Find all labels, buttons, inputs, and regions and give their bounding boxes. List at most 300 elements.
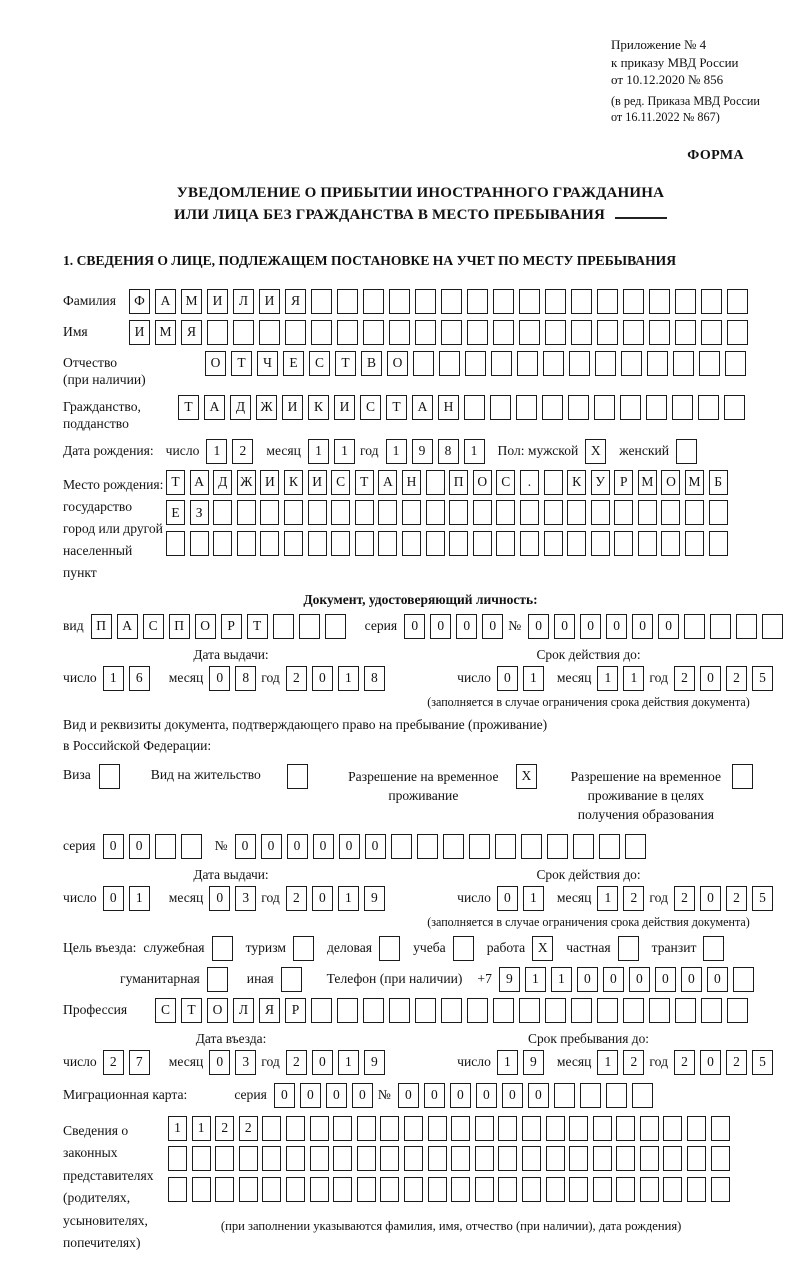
form-cell[interactable] <box>711 1146 730 1171</box>
form-cell[interactable]: 9 <box>364 1050 385 1075</box>
form-cell[interactable]: 0 <box>456 614 477 639</box>
form-cell[interactable]: X <box>585 439 606 464</box>
form-cell[interactable]: П <box>169 614 190 639</box>
form-cell[interactable]: 9 <box>523 1050 544 1075</box>
form-cell[interactable]: 1 <box>386 439 407 464</box>
form-cell[interactable] <box>661 500 680 525</box>
form-cell[interactable] <box>237 500 256 525</box>
form-cell[interactable] <box>259 320 280 345</box>
form-cell[interactable] <box>168 1146 187 1171</box>
form-cell[interactable]: 0 <box>681 967 702 992</box>
form-cell[interactable] <box>709 500 728 525</box>
form-cell[interactable] <box>260 500 279 525</box>
form-cell[interactable]: 2 <box>623 886 644 911</box>
form-cell[interactable]: А <box>190 470 209 495</box>
form-cell[interactable] <box>310 1177 329 1202</box>
form-cell[interactable] <box>404 1146 423 1171</box>
form-cell[interactable] <box>547 834 568 859</box>
form-cell[interactable] <box>727 998 748 1023</box>
form-cell[interactable] <box>640 1146 659 1171</box>
form-cell[interactable]: Ж <box>256 395 277 420</box>
form-cell[interactable] <box>415 998 436 1023</box>
form-cell[interactable] <box>573 834 594 859</box>
form-cell[interactable] <box>331 531 350 556</box>
form-cell[interactable]: 2 <box>215 1116 234 1141</box>
form-cell[interactable] <box>428 1177 447 1202</box>
form-cell[interactable] <box>618 936 639 961</box>
form-cell[interactable]: 2 <box>239 1116 258 1141</box>
form-cell[interactable] <box>207 320 228 345</box>
form-cell[interactable]: Т <box>166 470 185 495</box>
form-cell[interactable] <box>380 1116 399 1141</box>
form-cell[interactable] <box>449 500 468 525</box>
form-cell[interactable] <box>308 531 327 556</box>
form-cell[interactable]: 5 <box>752 886 773 911</box>
form-cell[interactable] <box>569 1146 588 1171</box>
form-cell[interactable]: Е <box>283 351 304 376</box>
form-cell[interactable]: 3 <box>235 886 256 911</box>
form-cell[interactable]: 8 <box>438 439 459 464</box>
form-cell[interactable]: 1 <box>308 439 329 464</box>
form-cell[interactable]: О <box>387 351 408 376</box>
form-cell[interactable]: Ч <box>257 351 278 376</box>
form-cell[interactable]: 2 <box>103 1050 124 1075</box>
form-cell[interactable]: 1 <box>338 666 359 691</box>
form-cell[interactable] <box>473 531 492 556</box>
form-cell[interactable] <box>546 1146 565 1171</box>
form-cell[interactable] <box>441 289 462 314</box>
form-cell[interactable] <box>571 320 592 345</box>
form-cell[interactable]: 0 <box>274 1083 295 1108</box>
form-cell[interactable]: У <box>591 470 610 495</box>
form-cell[interactable]: П <box>449 470 468 495</box>
form-cell[interactable] <box>543 351 564 376</box>
form-cell[interactable]: Т <box>247 614 268 639</box>
form-cell[interactable] <box>676 439 697 464</box>
form-cell[interactable]: 0 <box>312 1050 333 1075</box>
form-cell[interactable] <box>491 351 512 376</box>
form-cell[interactable] <box>391 834 412 859</box>
form-cell[interactable] <box>378 531 397 556</box>
form-cell[interactable] <box>647 351 668 376</box>
form-cell[interactable]: 1 <box>338 886 359 911</box>
form-cell[interactable] <box>428 1146 447 1171</box>
form-cell[interactable]: М <box>638 470 657 495</box>
form-cell[interactable] <box>281 967 302 992</box>
form-cell[interactable]: 0 <box>497 666 518 691</box>
form-cell[interactable] <box>415 289 436 314</box>
form-cell[interactable] <box>638 531 657 556</box>
form-cell[interactable]: 0 <box>577 967 598 992</box>
form-cell[interactable] <box>623 320 644 345</box>
form-cell[interactable] <box>698 395 719 420</box>
form-cell[interactable] <box>649 289 670 314</box>
form-cell[interactable]: 1 <box>334 439 355 464</box>
form-cell[interactable]: 1 <box>523 886 544 911</box>
form-cell[interactable]: 0 <box>235 834 256 859</box>
form-cell[interactable] <box>355 531 374 556</box>
form-cell[interactable]: А <box>204 395 225 420</box>
form-cell[interactable] <box>649 320 670 345</box>
form-cell[interactable] <box>544 531 563 556</box>
form-cell[interactable]: 9 <box>412 439 433 464</box>
form-cell[interactable]: К <box>567 470 586 495</box>
form-cell[interactable] <box>192 1177 211 1202</box>
form-cell[interactable] <box>453 936 474 961</box>
form-cell[interactable]: 1 <box>597 886 618 911</box>
form-cell[interactable] <box>311 320 332 345</box>
form-cell[interactable] <box>687 1116 706 1141</box>
form-cell[interactable]: 0 <box>707 967 728 992</box>
form-cell[interactable] <box>357 1116 376 1141</box>
form-cell[interactable] <box>404 1116 423 1141</box>
form-cell[interactable] <box>286 1116 305 1141</box>
form-cell[interactable]: 9 <box>499 967 520 992</box>
form-cell[interactable] <box>516 395 537 420</box>
form-cell[interactable] <box>519 289 540 314</box>
form-cell[interactable] <box>663 1146 682 1171</box>
form-cell[interactable] <box>519 320 540 345</box>
form-cell[interactable] <box>591 531 610 556</box>
form-cell[interactable]: М <box>685 470 704 495</box>
form-cell[interactable] <box>389 998 410 1023</box>
form-cell[interactable] <box>554 1083 575 1108</box>
form-cell[interactable]: С <box>143 614 164 639</box>
form-cell[interactable] <box>380 1177 399 1202</box>
form-cell[interactable] <box>233 320 254 345</box>
form-cell[interactable] <box>380 1146 399 1171</box>
form-cell[interactable] <box>357 1177 376 1202</box>
form-cell[interactable] <box>237 531 256 556</box>
form-cell[interactable] <box>498 1177 517 1202</box>
form-cell[interactable]: К <box>284 470 303 495</box>
form-cell[interactable] <box>467 289 488 314</box>
form-cell[interactable]: П <box>91 614 112 639</box>
form-cell[interactable]: 2 <box>286 666 307 691</box>
form-cell[interactable]: С <box>360 395 381 420</box>
form-cell[interactable] <box>620 395 641 420</box>
form-cell[interactable]: А <box>155 289 176 314</box>
form-cell[interactable]: 0 <box>300 1083 321 1108</box>
form-cell[interactable] <box>467 320 488 345</box>
form-cell[interactable]: 1 <box>597 1050 618 1075</box>
form-cell[interactable]: О <box>661 470 680 495</box>
form-cell[interactable] <box>593 1116 612 1141</box>
form-cell[interactable] <box>623 289 644 314</box>
form-cell[interactable] <box>520 500 539 525</box>
form-cell[interactable] <box>496 531 515 556</box>
form-cell[interactable]: К <box>308 395 329 420</box>
form-cell[interactable] <box>672 395 693 420</box>
form-cell[interactable]: М <box>155 320 176 345</box>
form-cell[interactable]: С <box>309 351 330 376</box>
form-cell[interactable] <box>415 320 436 345</box>
form-cell[interactable] <box>168 1177 187 1202</box>
form-cell[interactable] <box>663 1177 682 1202</box>
form-cell[interactable] <box>567 500 586 525</box>
form-cell[interactable] <box>616 1116 635 1141</box>
form-cell[interactable]: И <box>260 470 279 495</box>
form-cell[interactable] <box>727 320 748 345</box>
form-cell[interactable]: Ф <box>129 289 150 314</box>
form-cell[interactable]: 0 <box>398 1083 419 1108</box>
form-cell[interactable] <box>166 531 185 556</box>
form-cell[interactable]: О <box>195 614 216 639</box>
form-cell[interactable]: 1 <box>623 666 644 691</box>
form-cell[interactable]: 8 <box>235 666 256 691</box>
form-cell[interactable] <box>239 1146 258 1171</box>
form-cell[interactable]: 1 <box>523 666 544 691</box>
form-cell[interactable]: 0 <box>365 834 386 859</box>
form-cell[interactable]: В <box>361 351 382 376</box>
form-cell[interactable] <box>389 320 410 345</box>
form-cell[interactable]: 2 <box>623 1050 644 1075</box>
form-cell[interactable] <box>426 500 445 525</box>
form-cell[interactable] <box>599 834 620 859</box>
form-cell[interactable]: Р <box>614 470 633 495</box>
form-cell[interactable]: 0 <box>580 614 601 639</box>
form-cell[interactable]: М <box>181 289 202 314</box>
form-cell[interactable] <box>545 998 566 1023</box>
form-cell[interactable]: С <box>496 470 515 495</box>
form-cell[interactable]: 1 <box>206 439 227 464</box>
form-cell[interactable]: 0 <box>658 614 679 639</box>
form-cell[interactable] <box>568 395 589 420</box>
form-cell[interactable] <box>597 320 618 345</box>
form-cell[interactable] <box>736 614 757 639</box>
form-cell[interactable] <box>616 1146 635 1171</box>
form-cell[interactable] <box>333 1177 352 1202</box>
form-cell[interactable]: 0 <box>603 967 624 992</box>
form-cell[interactable] <box>545 320 566 345</box>
form-cell[interactable] <box>192 1146 211 1171</box>
form-cell[interactable] <box>762 614 783 639</box>
form-cell[interactable] <box>449 531 468 556</box>
form-cell[interactable] <box>571 998 592 1023</box>
form-cell[interactable] <box>337 320 358 345</box>
form-cell[interactable] <box>522 1177 541 1202</box>
form-cell[interactable] <box>212 936 233 961</box>
form-cell[interactable]: 0 <box>554 614 575 639</box>
form-cell[interactable]: 2 <box>726 666 747 691</box>
form-cell[interactable] <box>363 998 384 1023</box>
form-cell[interactable] <box>389 289 410 314</box>
form-cell[interactable]: 0 <box>352 1083 373 1108</box>
form-cell[interactable] <box>262 1116 281 1141</box>
form-cell[interactable] <box>465 351 486 376</box>
form-cell[interactable]: 2 <box>286 1050 307 1075</box>
form-cell[interactable] <box>591 500 610 525</box>
form-cell[interactable] <box>426 470 445 495</box>
form-cell[interactable] <box>673 351 694 376</box>
form-cell[interactable] <box>310 1116 329 1141</box>
form-cell[interactable] <box>286 1146 305 1171</box>
form-cell[interactable]: Р <box>221 614 242 639</box>
form-cell[interactable]: А <box>378 470 397 495</box>
form-cell[interactable]: 2 <box>674 666 695 691</box>
form-cell[interactable] <box>685 531 704 556</box>
form-cell[interactable]: Д <box>213 470 232 495</box>
form-cell[interactable] <box>337 998 358 1023</box>
form-cell[interactable]: 2 <box>726 1050 747 1075</box>
form-cell[interactable]: 0 <box>312 666 333 691</box>
form-cell[interactable]: И <box>334 395 355 420</box>
form-cell[interactable] <box>546 1177 565 1202</box>
form-cell[interactable]: 0 <box>700 666 721 691</box>
form-cell[interactable] <box>402 531 421 556</box>
form-cell[interactable] <box>545 289 566 314</box>
form-cell[interactable]: А <box>412 395 433 420</box>
form-cell[interactable] <box>475 1177 494 1202</box>
form-cell[interactable]: 0 <box>261 834 282 859</box>
form-cell[interactable]: 0 <box>209 886 230 911</box>
form-cell[interactable] <box>99 764 120 789</box>
form-cell[interactable]: Т <box>178 395 199 420</box>
form-cell[interactable] <box>469 834 490 859</box>
form-cell[interactable]: 0 <box>209 666 230 691</box>
form-cell[interactable] <box>273 614 294 639</box>
form-cell[interactable] <box>687 1146 706 1171</box>
form-cell[interactable] <box>284 500 303 525</box>
form-cell[interactable]: 0 <box>129 834 150 859</box>
form-cell[interactable] <box>649 998 670 1023</box>
form-cell[interactable]: И <box>129 320 150 345</box>
form-cell[interactable] <box>675 998 696 1023</box>
form-cell[interactable] <box>311 289 332 314</box>
form-cell[interactable] <box>451 1116 470 1141</box>
form-cell[interactable] <box>262 1177 281 1202</box>
form-cell[interactable]: 6 <box>129 666 150 691</box>
form-cell[interactable]: Ж <box>237 470 256 495</box>
form-cell[interactable] <box>687 1177 706 1202</box>
form-cell[interactable] <box>544 470 563 495</box>
form-cell[interactable] <box>293 936 314 961</box>
form-cell[interactable]: И <box>207 289 228 314</box>
form-cell[interactable] <box>311 998 332 1023</box>
form-cell[interactable]: 9 <box>364 886 385 911</box>
form-cell[interactable]: 0 <box>482 614 503 639</box>
form-cell[interactable]: Е <box>166 500 185 525</box>
form-cell[interactable] <box>379 936 400 961</box>
form-cell[interactable] <box>638 500 657 525</box>
form-cell[interactable]: 1 <box>551 967 572 992</box>
form-cell[interactable]: 1 <box>338 1050 359 1075</box>
form-cell[interactable]: 8 <box>364 666 385 691</box>
form-cell[interactable] <box>593 1177 612 1202</box>
form-cell[interactable]: 1 <box>464 439 485 464</box>
form-cell[interactable] <box>675 320 696 345</box>
form-cell[interactable] <box>703 936 724 961</box>
form-cell[interactable] <box>286 1177 305 1202</box>
form-cell[interactable] <box>623 998 644 1023</box>
form-cell[interactable]: Я <box>181 320 202 345</box>
form-cell[interactable] <box>262 1146 281 1171</box>
form-cell[interactable] <box>363 289 384 314</box>
form-cell[interactable]: 0 <box>430 614 451 639</box>
form-cell[interactable] <box>544 500 563 525</box>
form-cell[interactable]: Т <box>231 351 252 376</box>
form-cell[interactable]: 5 <box>752 1050 773 1075</box>
form-cell[interactable]: 0 <box>655 967 676 992</box>
form-cell[interactable] <box>213 500 232 525</box>
form-cell[interactable] <box>181 834 202 859</box>
form-cell[interactable] <box>310 1146 329 1171</box>
form-cell[interactable]: 0 <box>632 614 653 639</box>
form-cell[interactable] <box>490 395 511 420</box>
form-cell[interactable] <box>155 834 176 859</box>
form-cell[interactable] <box>496 500 515 525</box>
form-cell[interactable] <box>685 500 704 525</box>
form-cell[interactable] <box>640 1116 659 1141</box>
form-cell[interactable]: 7 <box>129 1050 150 1075</box>
form-cell[interactable] <box>333 1146 352 1171</box>
form-cell[interactable]: 0 <box>312 886 333 911</box>
form-cell[interactable] <box>640 1177 659 1202</box>
form-cell[interactable]: 2 <box>232 439 253 464</box>
form-cell[interactable] <box>701 320 722 345</box>
form-cell[interactable]: И <box>259 289 280 314</box>
form-cell[interactable] <box>239 1177 258 1202</box>
form-cell[interactable]: 0 <box>700 886 721 911</box>
form-cell[interactable] <box>404 1177 423 1202</box>
form-cell[interactable] <box>207 967 228 992</box>
form-cell[interactable] <box>337 289 358 314</box>
form-cell[interactable]: 2 <box>674 886 695 911</box>
form-cell[interactable]: 0 <box>528 1083 549 1108</box>
form-cell[interactable]: 0 <box>287 834 308 859</box>
form-cell[interactable] <box>467 998 488 1023</box>
form-cell[interactable] <box>646 395 667 420</box>
form-cell[interactable] <box>522 1116 541 1141</box>
form-cell[interactable]: Я <box>285 289 306 314</box>
form-cell[interactable] <box>260 531 279 556</box>
form-cell[interactable] <box>443 834 464 859</box>
form-cell[interactable]: 1 <box>597 666 618 691</box>
form-cell[interactable] <box>417 834 438 859</box>
form-cell[interactable] <box>606 1083 627 1108</box>
form-cell[interactable] <box>701 289 722 314</box>
form-cell[interactable]: О <box>205 351 226 376</box>
form-cell[interactable] <box>190 531 209 556</box>
form-cell[interactable]: 1 <box>103 666 124 691</box>
form-cell[interactable]: Т <box>181 998 202 1023</box>
form-cell[interactable]: Л <box>233 289 254 314</box>
form-cell[interactable]: Р <box>285 998 306 1023</box>
form-cell[interactable] <box>661 531 680 556</box>
form-cell[interactable] <box>331 500 350 525</box>
form-cell[interactable] <box>614 500 633 525</box>
form-cell[interactable]: С <box>331 470 350 495</box>
form-cell[interactable] <box>441 998 462 1023</box>
form-cell[interactable] <box>593 1146 612 1171</box>
form-cell[interactable] <box>451 1146 470 1171</box>
form-cell[interactable]: С <box>155 998 176 1023</box>
form-cell[interactable] <box>709 531 728 556</box>
form-cell[interactable] <box>594 395 615 420</box>
form-cell[interactable] <box>519 998 540 1023</box>
form-cell[interactable] <box>580 1083 601 1108</box>
form-cell[interactable] <box>402 500 421 525</box>
form-cell[interactable] <box>378 500 397 525</box>
form-cell[interactable] <box>451 1177 470 1202</box>
form-cell[interactable] <box>711 1116 730 1141</box>
form-cell[interactable]: Я <box>259 998 280 1023</box>
form-cell[interactable] <box>621 351 642 376</box>
form-cell[interactable] <box>632 1083 653 1108</box>
form-cell[interactable] <box>426 531 445 556</box>
form-cell[interactable] <box>475 1146 494 1171</box>
form-cell[interactable]: 0 <box>209 1050 230 1075</box>
